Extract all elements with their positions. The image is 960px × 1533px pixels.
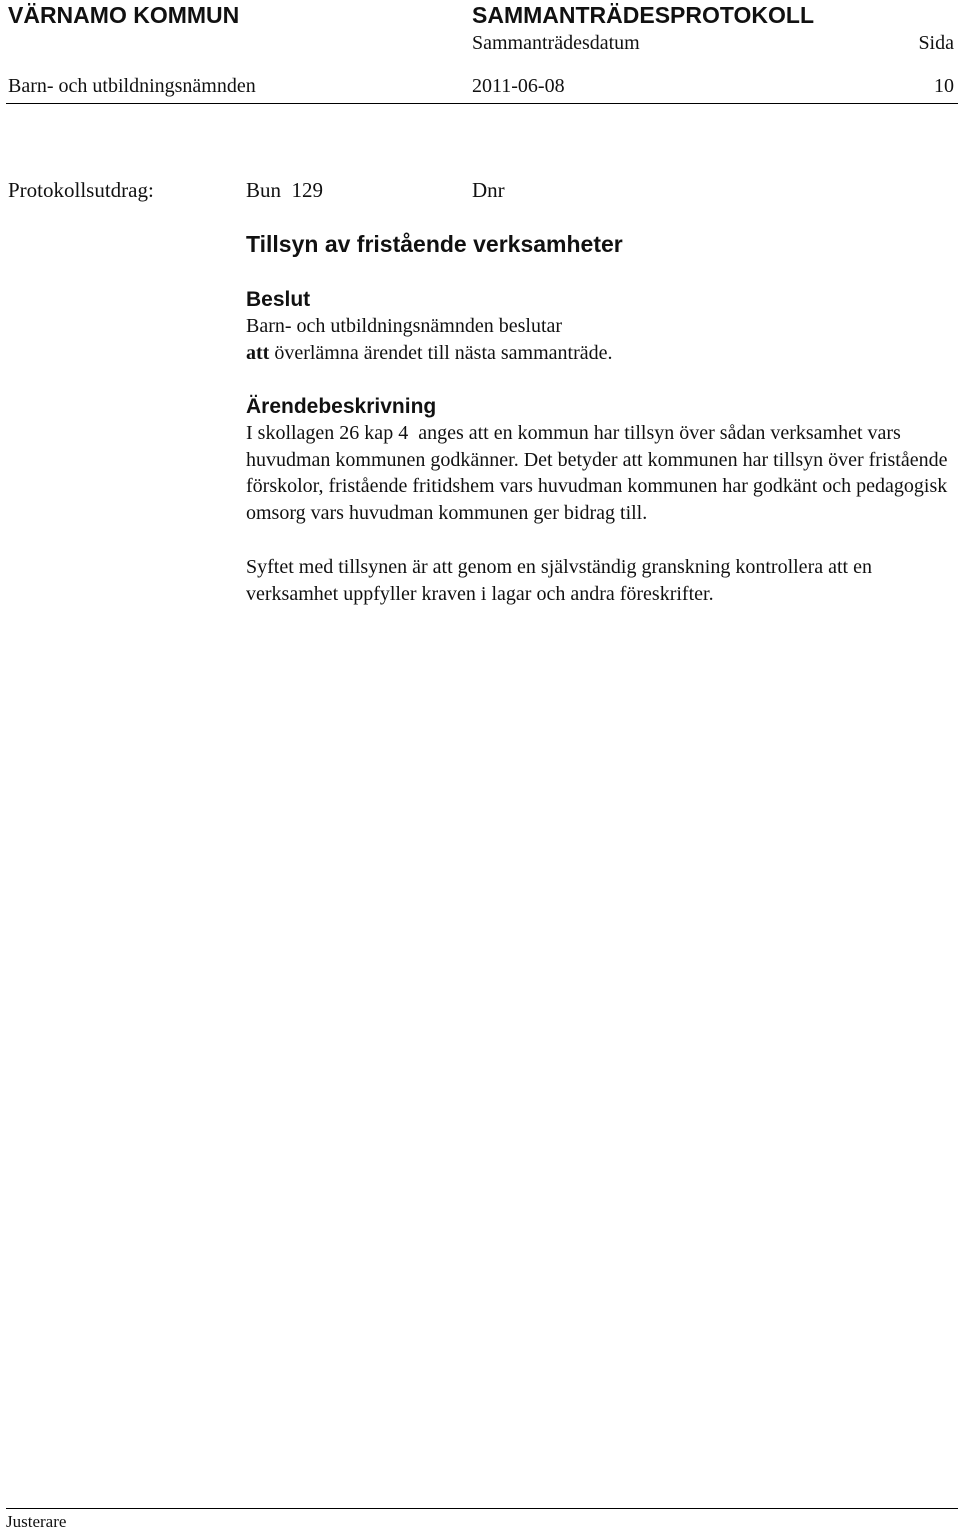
committee-name: Barn- och utbildningsnämnden xyxy=(8,75,256,97)
page-label: Sida xyxy=(918,32,954,54)
paragraph-reference: Bun 129 xyxy=(246,178,324,202)
municipality-name: VÄRNAMO KOMMUN xyxy=(8,2,240,28)
description-paragraph-2: Syftet med tillsynen är att genom en självständig granskning kontrollera att en verksamhet uppfyller kraven i lagar och andra föreskrifter. xyxy=(246,556,872,605)
header-divider xyxy=(6,103,958,104)
document-type: SAMMANTRÄDESPROTOKOLL xyxy=(472,2,815,28)
description-heading: Ärendebeskrivning xyxy=(246,395,437,418)
dnr-label: Dnr xyxy=(472,178,505,202)
decision-intro: Barn- och utbildningsnämnden beslutar xyxy=(246,315,563,337)
description-paragraph-1: I skollagen 26 kap 4 anges att en kommun har tillsyn över sådan verksamhet vars huvudman kommunen godkänner. Det betyder att kommunen har tillsyn över fristående förskolor, fristående fritidshem vars huvudman kommunen har godkänt och pedagogisk omsorg vars huvudman kommunen ger bidrag till. xyxy=(246,422,953,524)
page-number: 10 xyxy=(934,75,954,97)
case-title: Tillsyn av fristående verksamheter xyxy=(246,231,623,257)
meeting-date-label: Sammanträdesdatum xyxy=(472,32,640,54)
footer-divider xyxy=(6,1508,958,1509)
decision-text xyxy=(246,340,613,367)
decision-heading: Beslut xyxy=(246,288,311,311)
decision-rest: överlämna ärendet till nästa sammanträde. xyxy=(269,342,613,364)
meeting-date: 2011-06-08 xyxy=(472,75,565,97)
signer-label: Justerare xyxy=(6,1512,67,1531)
excerpt-label: Protokollsutdrag: xyxy=(8,178,154,202)
decision-att: att xyxy=(246,342,270,364)
